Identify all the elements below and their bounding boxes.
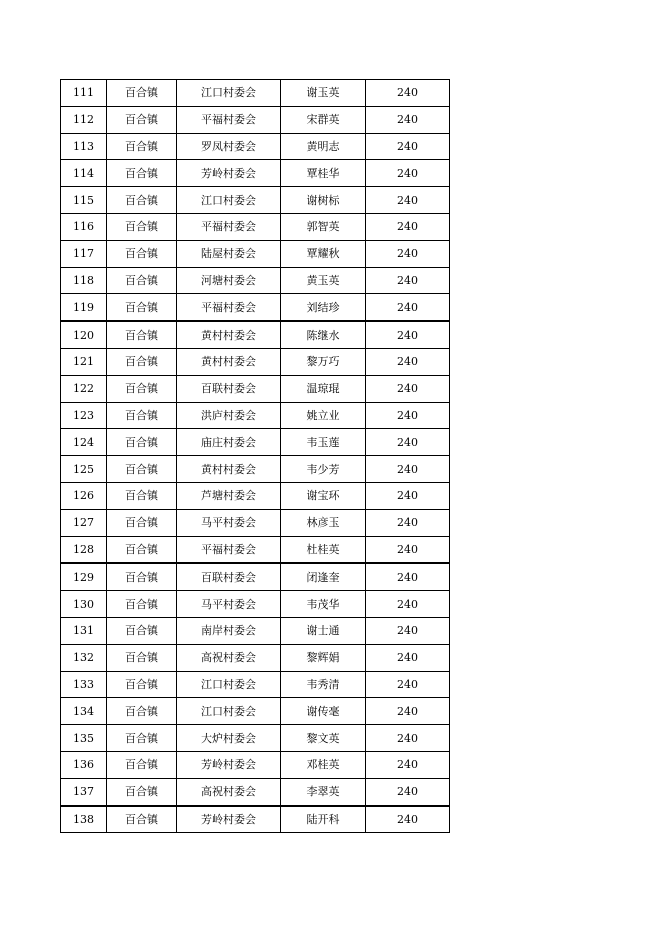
town-cell: 百合镇 — [107, 294, 177, 321]
name-cell: 韦少芳 — [281, 456, 366, 483]
data-table — [60, 79, 450, 833]
row-number-cell: 122 — [61, 375, 107, 402]
town-cell: 百合镇 — [107, 321, 177, 348]
village-cell: 大炉村委会 — [177, 725, 281, 752]
amount-cell: 240 — [366, 617, 450, 644]
name-cell: 林彦玉 — [281, 509, 366, 536]
name-cell: 陈继水 — [281, 321, 366, 348]
amount-cell: 240 — [366, 698, 450, 725]
row-number-cell: 136 — [61, 751, 107, 778]
name-cell: 覃耀秋 — [281, 240, 366, 267]
row-number-cell: 116 — [61, 213, 107, 240]
amount-cell: 240 — [366, 375, 450, 402]
row-number-cell: 129 — [61, 563, 107, 590]
amount-cell: 240 — [366, 429, 450, 456]
table-row — [61, 456, 450, 483]
row-number-cell: 125 — [61, 456, 107, 483]
row-number-cell: 137 — [61, 778, 107, 805]
village-cell: 平福村委会 — [177, 294, 281, 321]
name-cell: 陆开科 — [281, 806, 366, 833]
amount-cell: 240 — [366, 644, 450, 671]
town-cell: 百合镇 — [107, 671, 177, 698]
village-cell: 江口村委会 — [177, 698, 281, 725]
village-cell: 芦塘村委会 — [177, 482, 281, 509]
town-cell: 百合镇 — [107, 482, 177, 509]
table-row — [61, 591, 450, 618]
amount-cell: 240 — [366, 806, 450, 833]
table-row — [61, 617, 450, 644]
amount-cell: 240 — [366, 240, 450, 267]
table-row — [61, 267, 450, 294]
amount-cell: 240 — [366, 348, 450, 375]
town-cell: 百合镇 — [107, 160, 177, 187]
name-cell: 韦茂华 — [281, 591, 366, 618]
amount-cell: 240 — [366, 160, 450, 187]
town-cell: 百合镇 — [107, 509, 177, 536]
table-row — [61, 187, 450, 214]
amount-cell: 240 — [366, 563, 450, 590]
amount-cell: 240 — [366, 133, 450, 160]
row-number-cell: 118 — [61, 267, 107, 294]
amount-cell: 240 — [366, 294, 450, 321]
table-row — [61, 213, 450, 240]
village-cell: 百联村委会 — [177, 375, 281, 402]
row-number-cell: 138 — [61, 806, 107, 833]
amount-cell: 240 — [366, 456, 450, 483]
row-number-cell: 112 — [61, 106, 107, 133]
town-cell: 百合镇 — [107, 644, 177, 671]
name-cell: 姚立业 — [281, 402, 366, 429]
row-number-cell: 123 — [61, 402, 107, 429]
town-cell: 百合镇 — [107, 187, 177, 214]
village-cell: 河塘村委会 — [177, 267, 281, 294]
town-cell: 百合镇 — [107, 617, 177, 644]
amount-cell: 240 — [366, 536, 450, 563]
table-row — [61, 348, 450, 375]
town-cell: 百合镇 — [107, 778, 177, 805]
name-cell: 李翠英 — [281, 778, 366, 805]
amount-cell: 240 — [366, 725, 450, 752]
village-cell: 马平村委会 — [177, 591, 281, 618]
town-cell: 百合镇 — [107, 751, 177, 778]
name-cell: 韦秀清 — [281, 671, 366, 698]
name-cell: 黎万巧 — [281, 348, 366, 375]
row-number-cell: 117 — [61, 240, 107, 267]
village-cell: 平福村委会 — [177, 213, 281, 240]
name-cell: 温琼琨 — [281, 375, 366, 402]
town-cell: 百合镇 — [107, 456, 177, 483]
town-cell: 百合镇 — [107, 106, 177, 133]
town-cell: 百合镇 — [107, 267, 177, 294]
name-cell: 宋群英 — [281, 106, 366, 133]
amount-cell: 240 — [366, 482, 450, 509]
name-cell: 韦玉莲 — [281, 429, 366, 456]
table-row — [61, 644, 450, 671]
village-cell: 黄村村委会 — [177, 321, 281, 348]
village-cell: 江口村委会 — [177, 187, 281, 214]
row-number-cell: 119 — [61, 294, 107, 321]
row-number-cell: 111 — [61, 80, 107, 107]
name-cell: 黄玉英 — [281, 267, 366, 294]
table-row — [61, 671, 450, 698]
row-number-cell: 130 — [61, 591, 107, 618]
village-cell: 平福村委会 — [177, 106, 281, 133]
row-number-cell: 120 — [61, 321, 107, 348]
table-row — [61, 321, 450, 348]
amount-cell: 240 — [366, 778, 450, 805]
table-row — [61, 375, 450, 402]
table-row — [61, 294, 450, 321]
town-cell: 百合镇 — [107, 725, 177, 752]
amount-cell: 240 — [366, 751, 450, 778]
row-number-cell: 132 — [61, 644, 107, 671]
village-cell: 罗凤村委会 — [177, 133, 281, 160]
amount-cell: 240 — [366, 187, 450, 214]
town-cell: 百合镇 — [107, 402, 177, 429]
name-cell: 刘结珍 — [281, 294, 366, 321]
table-row — [61, 778, 450, 805]
amount-cell: 240 — [366, 267, 450, 294]
village-cell: 芳岭村委会 — [177, 160, 281, 187]
village-cell: 陆屋村委会 — [177, 240, 281, 267]
amount-cell: 240 — [366, 671, 450, 698]
name-cell: 杜桂英 — [281, 536, 366, 563]
village-cell: 高祝村委会 — [177, 778, 281, 805]
name-cell: 覃桂华 — [281, 160, 366, 187]
table-body — [61, 80, 450, 833]
row-number-cell: 124 — [61, 429, 107, 456]
name-cell: 邓桂英 — [281, 751, 366, 778]
table-row — [61, 806, 450, 833]
row-number-cell: 126 — [61, 482, 107, 509]
table-row — [61, 80, 450, 107]
village-cell: 黄村村委会 — [177, 348, 281, 375]
town-cell: 百合镇 — [107, 213, 177, 240]
village-cell: 百联村委会 — [177, 563, 281, 590]
town-cell: 百合镇 — [107, 591, 177, 618]
amount-cell: 240 — [366, 509, 450, 536]
table-row — [61, 402, 450, 429]
table-row — [61, 509, 450, 536]
row-number-cell: 131 — [61, 617, 107, 644]
row-number-cell: 113 — [61, 133, 107, 160]
village-cell: 黄村村委会 — [177, 456, 281, 483]
amount-cell: 240 — [366, 321, 450, 348]
village-cell: 芳岭村委会 — [177, 806, 281, 833]
row-number-cell: 121 — [61, 348, 107, 375]
table-row — [61, 536, 450, 563]
amount-cell: 240 — [366, 80, 450, 107]
town-cell: 百合镇 — [107, 806, 177, 833]
row-number-cell: 134 — [61, 698, 107, 725]
row-number-cell: 135 — [61, 725, 107, 752]
table-row — [61, 563, 450, 590]
table-row — [61, 106, 450, 133]
village-cell: 江口村委会 — [177, 80, 281, 107]
row-number-cell: 133 — [61, 671, 107, 698]
village-cell: 江口村委会 — [177, 671, 281, 698]
table-row — [61, 725, 450, 752]
row-number-cell: 114 — [61, 160, 107, 187]
table-row — [61, 240, 450, 267]
amount-cell: 240 — [366, 402, 450, 429]
name-cell: 谢宝环 — [281, 482, 366, 509]
name-cell: 谢玉英 — [281, 80, 366, 107]
name-cell: 谢士通 — [281, 617, 366, 644]
amount-cell: 240 — [366, 213, 450, 240]
town-cell: 百合镇 — [107, 133, 177, 160]
name-cell: 黎文英 — [281, 725, 366, 752]
table-row — [61, 698, 450, 725]
town-cell: 百合镇 — [107, 348, 177, 375]
amount-cell: 240 — [366, 106, 450, 133]
row-number-cell: 128 — [61, 536, 107, 563]
table-row — [61, 133, 450, 160]
name-cell: 闭逢奎 — [281, 563, 366, 590]
village-cell: 高祝村委会 — [177, 644, 281, 671]
town-cell: 百合镇 — [107, 240, 177, 267]
name-cell: 黄明志 — [281, 133, 366, 160]
table-row — [61, 751, 450, 778]
town-cell: 百合镇 — [107, 698, 177, 725]
town-cell: 百合镇 — [107, 80, 177, 107]
table-row — [61, 429, 450, 456]
table-row — [61, 482, 450, 509]
village-cell: 平福村委会 — [177, 536, 281, 563]
village-cell: 马平村委会 — [177, 509, 281, 536]
row-number-cell: 115 — [61, 187, 107, 214]
town-cell: 百合镇 — [107, 563, 177, 590]
village-cell: 南岸村委会 — [177, 617, 281, 644]
amount-cell: 240 — [366, 591, 450, 618]
name-cell: 谢树标 — [281, 187, 366, 214]
village-cell: 庙庄村委会 — [177, 429, 281, 456]
name-cell: 谢传毫 — [281, 698, 366, 725]
town-cell: 百合镇 — [107, 429, 177, 456]
name-cell: 郭智英 — [281, 213, 366, 240]
town-cell: 百合镇 — [107, 375, 177, 402]
town-cell: 百合镇 — [107, 536, 177, 563]
village-cell: 芳岭村委会 — [177, 751, 281, 778]
table-row — [61, 160, 450, 187]
name-cell: 黎辉娟 — [281, 644, 366, 671]
village-cell: 洪庐村委会 — [177, 402, 281, 429]
row-number-cell: 127 — [61, 509, 107, 536]
